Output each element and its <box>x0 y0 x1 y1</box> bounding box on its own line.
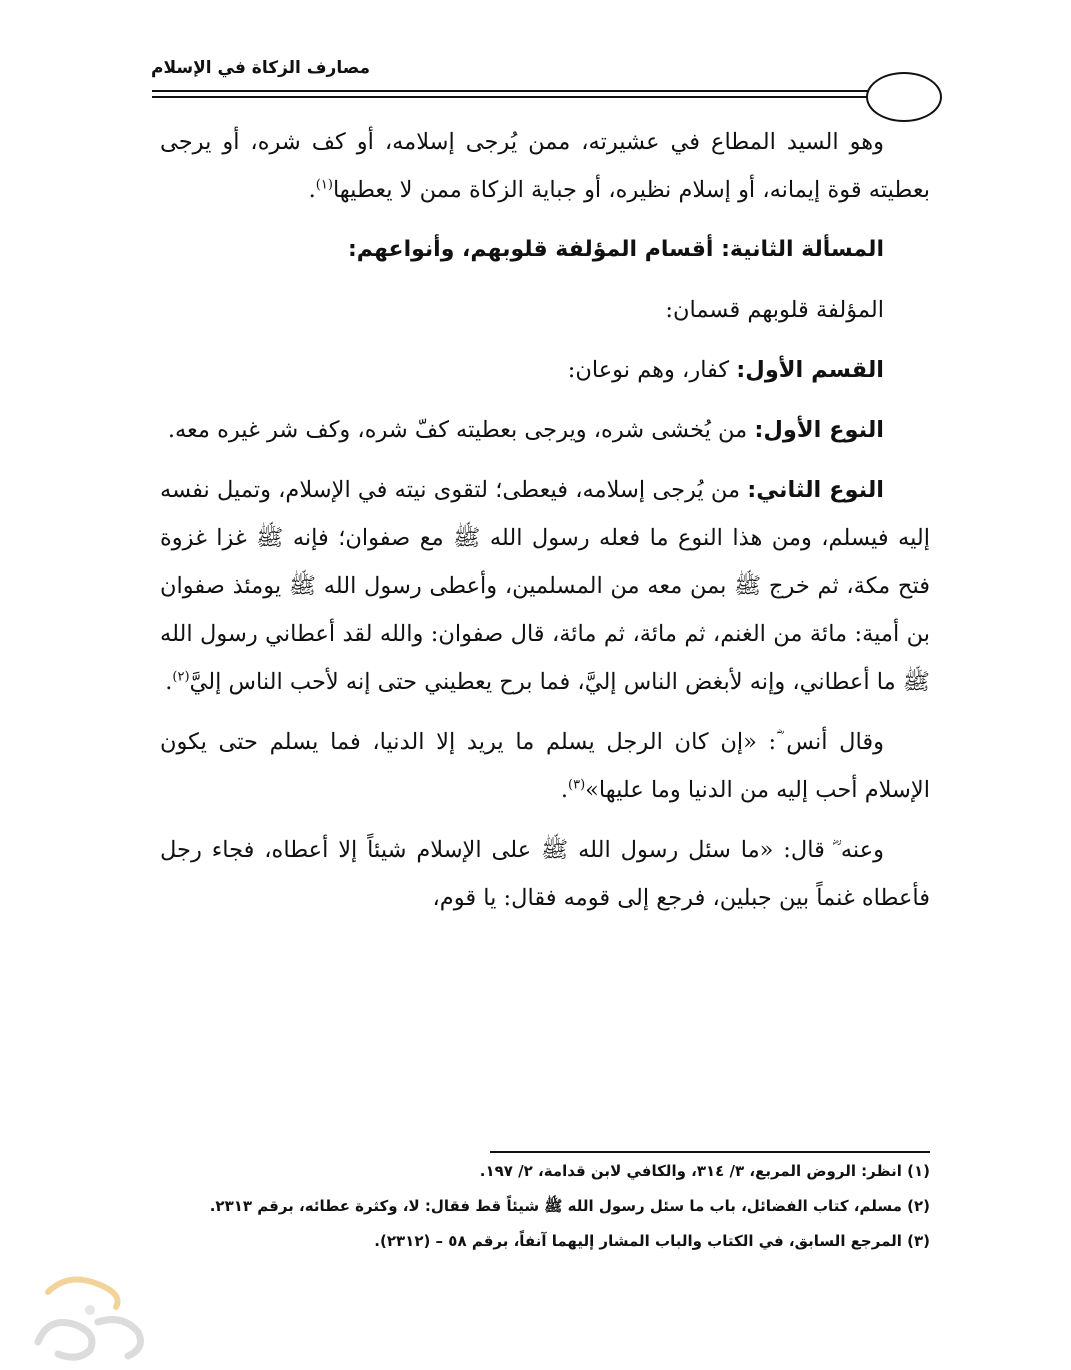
footnote-separator <box>490 1151 930 1153</box>
paragraph-6-text: وقال أنس ؓ: «إن كان الرجل يسلم ما يريد إلا الدنيا، فما يسلم حتى يكون الإسلام أحب إليه من الدنيا وما عليها» <box>160 729 930 803</box>
running-header-title: مصارف الزكاة في الإسلام <box>151 58 370 78</box>
term-first-section: القسم الأول: <box>736 357 884 383</box>
paragraph-5-text: من يُرجى إسلامه، فيعطى؛ لتقوى نيته في الإسلام، وتميل نفسه إليه فيسلم، ومن هذا النوع ما فعله رسول الله ﷺ مع صفوان؛ فإنه ﷺ غزا غزوة فتح مكة، ثم خرج ﷺ بمن معه من المسلمين، وأعطى رسول الله ﷺ يومئذ صفوان بن أمية: مائة من الغنم، ثم مائة، ثم مائة، قال صفوان: والله لقد أعطاني رسول الله ﷺ ما أعطاني، وإنه لأبغض الناس إليَّ، فما برح يعطيني حتى إنه لأحب الناس إليَّ <box>160 477 930 695</box>
footnote-ref-2: (٢) <box>172 669 190 685</box>
page-number-oval <box>866 72 942 122</box>
paragraph-1-end: . <box>308 177 316 203</box>
paragraph-4-text: من يُخشى شره، ويرجى بعطيته كفّ شره، وكف شر غيره معه. <box>167 417 755 443</box>
paragraph-5 <box>160 466 930 706</box>
footnote-3: (٣) المرجع السابق، في الكتاب والباب المشار إليهما آنفاً، برقم ٥٨ – (٢٣١٢). <box>374 1232 930 1250</box>
footnote-1: (١) انظر: الروض المربع، ٣/ ٣١٤، والكافي لابن قدامة، ٢/ ١٩٧. <box>479 1162 930 1180</box>
section-heading: المسألة الثانية: أقسام المؤلفة قلوبهم، وأنواعهم: <box>347 237 884 262</box>
footnote-ref-3: (٣) <box>568 777 586 793</box>
paragraph-7: وعنه ؓ قال: «ما سئل رسول الله ﷺ على الإسلام شيئاً إلا أعطاه، فجاء رجل فأعطاه غنماً بين جبلين، فرجع إلى قومه فقال: يا قوم، <box>160 837 930 911</box>
body-text <box>160 118 930 934</box>
header-rule-bottom <box>152 96 877 98</box>
paragraph-6-end: . <box>560 777 568 803</box>
paragraph-3-text: كفار، وهم نوعان: <box>567 357 737 383</box>
term-second-type: النوع الثاني: <box>747 477 884 503</box>
paragraph-2: المؤلفة قلوبهم قسمان: <box>665 297 884 323</box>
footnotes <box>150 1160 930 1265</box>
publisher-watermark-logo <box>28 1262 153 1362</box>
paragraph-1-text: وهو السيد المطاع في عشيرته، ممن يُرجى إسلامه، أو كف شره، أو يرجى بعطيته قوة إيمانه، أو إسلام نظيره، أو جباية الزكاة ممن لا يعطيها <box>160 129 930 203</box>
paragraph-1 <box>160 118 930 214</box>
footnote-2: (٢) مسلم، كتاب الفضائل، باب ما سئل رسول الله ﷺ شيئاً قط فقال: لا، وكثرة عطائه، برقم ٢٣١٣. <box>209 1197 930 1215</box>
header-rule-top <box>152 90 877 92</box>
paragraph-6 <box>160 718 930 814</box>
paragraph-5-end: . <box>165 669 173 695</box>
footnote-ref-1: (١) <box>315 177 333 193</box>
paragraph-4 <box>160 406 930 454</box>
term-first-type: النوع الأول: <box>754 417 884 443</box>
paragraph-3 <box>160 346 930 394</box>
